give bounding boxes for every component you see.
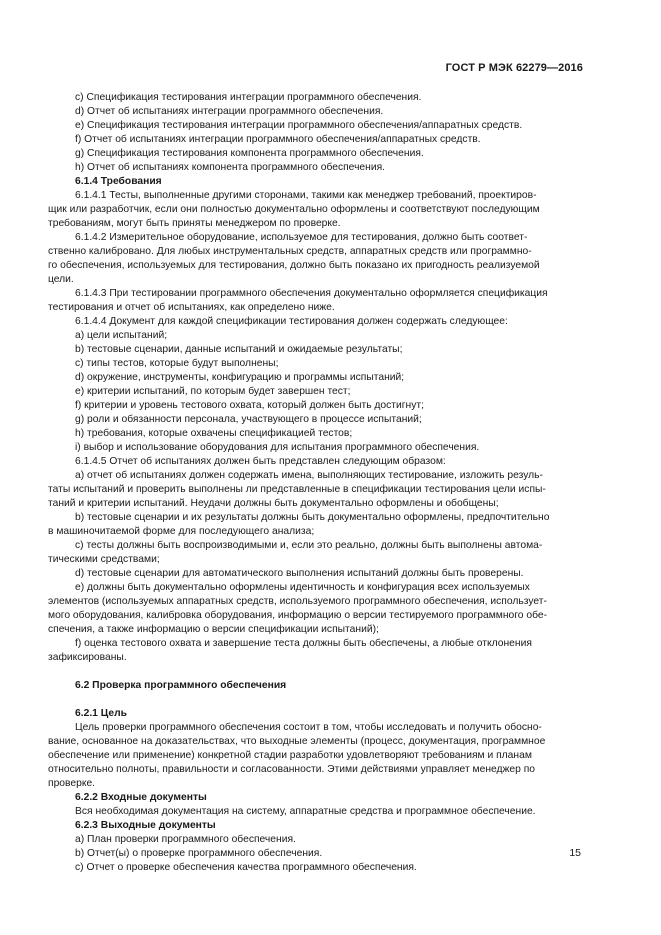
text-line: проверке. <box>48 778 96 789</box>
section-heading: 6.2.3 Выходные документы <box>75 820 216 831</box>
text-line: таты испытаний и проверить выполнены ли представленные в спецификации тестирования цели испы- <box>48 484 546 495</box>
document-body <box>48 91 583 875</box>
text-line: мого оборудования, калибровка оборудования, информацию о версии тестируемого программного обе- <box>48 610 548 621</box>
section-heading: 6.2.2 Входные документы <box>75 792 207 803</box>
page-number: 15 <box>569 847 581 859</box>
text-line: 6.1.4.1 Тесты, выполненные другими сторонами, такими как менеджер требований, проектиров- <box>75 190 537 201</box>
text-line: e) критерии испытаний, по которым будет завершен тест; <box>75 386 351 397</box>
text-line: 6.1.4.3 При тестировании программного обеспечения документально оформляется спецификация <box>75 288 548 299</box>
section-heading: 6.1.4 Требования <box>75 176 162 187</box>
spacer <box>48 665 583 679</box>
text-line: d) окружение, инструменты, конфигурацию и программы испытаний; <box>75 372 405 383</box>
text-line: e) должны быть документально оформлены идентичность и конфигурация всех используемых <box>75 582 530 593</box>
spacer <box>48 693 583 707</box>
text-line: g) роли и обязанности персонала, участвующего в процессе испытаний; <box>75 414 422 425</box>
text-line: i) выбор и использование оборудования для испытания программного обеспечения. <box>75 442 480 453</box>
text-line: го обеспечения, используемых для тестирования, должно быть показано их пригодность реализуемой <box>48 260 540 271</box>
text-line: ственно калибровано. Для любых инструментальных средств, аппаратных средств или программно- <box>48 246 532 257</box>
text-line: a) План проверки программного обеспечения. <box>75 834 296 845</box>
text-line: f) Отчет об испытаниях интеграции программного обеспечения/аппаратных средств. <box>75 134 481 145</box>
text-line: тестирования и отчет об испытаниях, как определено ниже. <box>48 302 335 313</box>
text-line: обеспечение или применение) конкретной стадии разработки удовлетворяют требованиям и планам <box>48 750 532 761</box>
text-line: 6.1.4.5 Отчет об испытаниях должен быть представлен следующим образом: <box>75 456 446 467</box>
text-line: c) тесты должны быть воспроизводимыми и, если это реально, должны быть выполнены автома- <box>75 540 543 551</box>
text-line: цели. <box>48 274 74 285</box>
text-line: элементов (используемых аппаратных средств, используемого программного обеспечения, использует- <box>48 596 547 607</box>
text-line: относительно полноты, правильности и согласованности. Этими действиями управляет менеджер по <box>48 764 536 775</box>
text-line: h) требования, которые охвачены спецификацией тестов; <box>75 428 353 439</box>
text-line: вание, основанное на доказательствах, что выходные элементы (процесс, документация, программное <box>48 736 546 747</box>
text-line: тическими средствами; <box>48 554 160 565</box>
text-line: g) Спецификация тестирования компонента программного обеспечения. <box>75 148 424 159</box>
text-line: f) критерии и уровень тестового охвата, который должен быть достигнут; <box>75 400 424 411</box>
text-line: 6.1.4.4 Документ для каждой спецификации тестирования должен содержать следующее: <box>75 316 508 327</box>
text-line: a) цели испытаний; <box>75 330 168 341</box>
text-line: 6.1.4.2 Измерительное оборудование, используемое для тестирования, должно быть соответ- <box>75 232 528 243</box>
text-line: a) отчет об испытаниях должен содержать имена, выполняющих тестирование, изложить резуль- <box>75 470 543 481</box>
text-line: c) Спецификация тестирования интеграции программного обеспечения. <box>75 92 422 103</box>
section-heading: 6.2 Проверка программного обеспечения <box>75 680 287 691</box>
text-line: спечения, а также информацию о версии спецификации испытаний); <box>48 624 379 635</box>
text-line: зафиксированы. <box>48 652 127 663</box>
text-line: щик или разработчик, если они полностью документально оформлены и соответствуют последующим <box>48 204 540 215</box>
text-line: h) Отчет об испытаниях компонента программного обеспечения. <box>75 162 386 173</box>
text-line: b) тестовые сценарии и их результаты должны быть документально оформлены, предпочтительно <box>75 512 550 523</box>
text-line: в машиночитаемой форме для последующего анализа; <box>48 526 315 537</box>
text-line: Цель проверки программного обеспечения состоит в том, чтобы исследовать и получить обосно- <box>75 722 542 733</box>
text-line: c) Отчет о проверке обеспечения качества программного обеспечения. <box>75 862 417 873</box>
section-heading: 6.2.1 Цель <box>75 708 128 719</box>
text-line: Вся необходимая документация на систему, аппаратные средства и программное обеспечение. <box>75 806 536 817</box>
document-code: ГОСТ Р МЭК 62279—2016 <box>445 62 583 74</box>
text-line: c) типы тестов, которые будут выполнены; <box>75 358 279 369</box>
text-line: d) Отчет об испытаниях интеграции программного обеспечения. <box>75 106 384 117</box>
text-line: b) тестовые сценарии, данные испытаний и ожидаемые результаты; <box>75 344 403 355</box>
text-line: e) Спецификация тестирования интеграции программного обеспечения/аппаратных средств. <box>75 120 523 131</box>
text-line: требованиям, могут быть приняты менеджером по проверке. <box>48 218 341 229</box>
text-line: f) оценка тестового охвата и завершение теста должны быть обеспечены, а любые отклонения <box>75 638 532 649</box>
text-line: b) Отчет(ы) о проверке программного обеспечения. <box>75 848 323 859</box>
text-line: d) тестовые сценарии для автоматического выполнения испытаний должны быть проверены. <box>75 568 524 579</box>
text-line: таний и критерии испытаний. Неудачи должны быть документально оформлены и обобщены; <box>48 498 499 509</box>
